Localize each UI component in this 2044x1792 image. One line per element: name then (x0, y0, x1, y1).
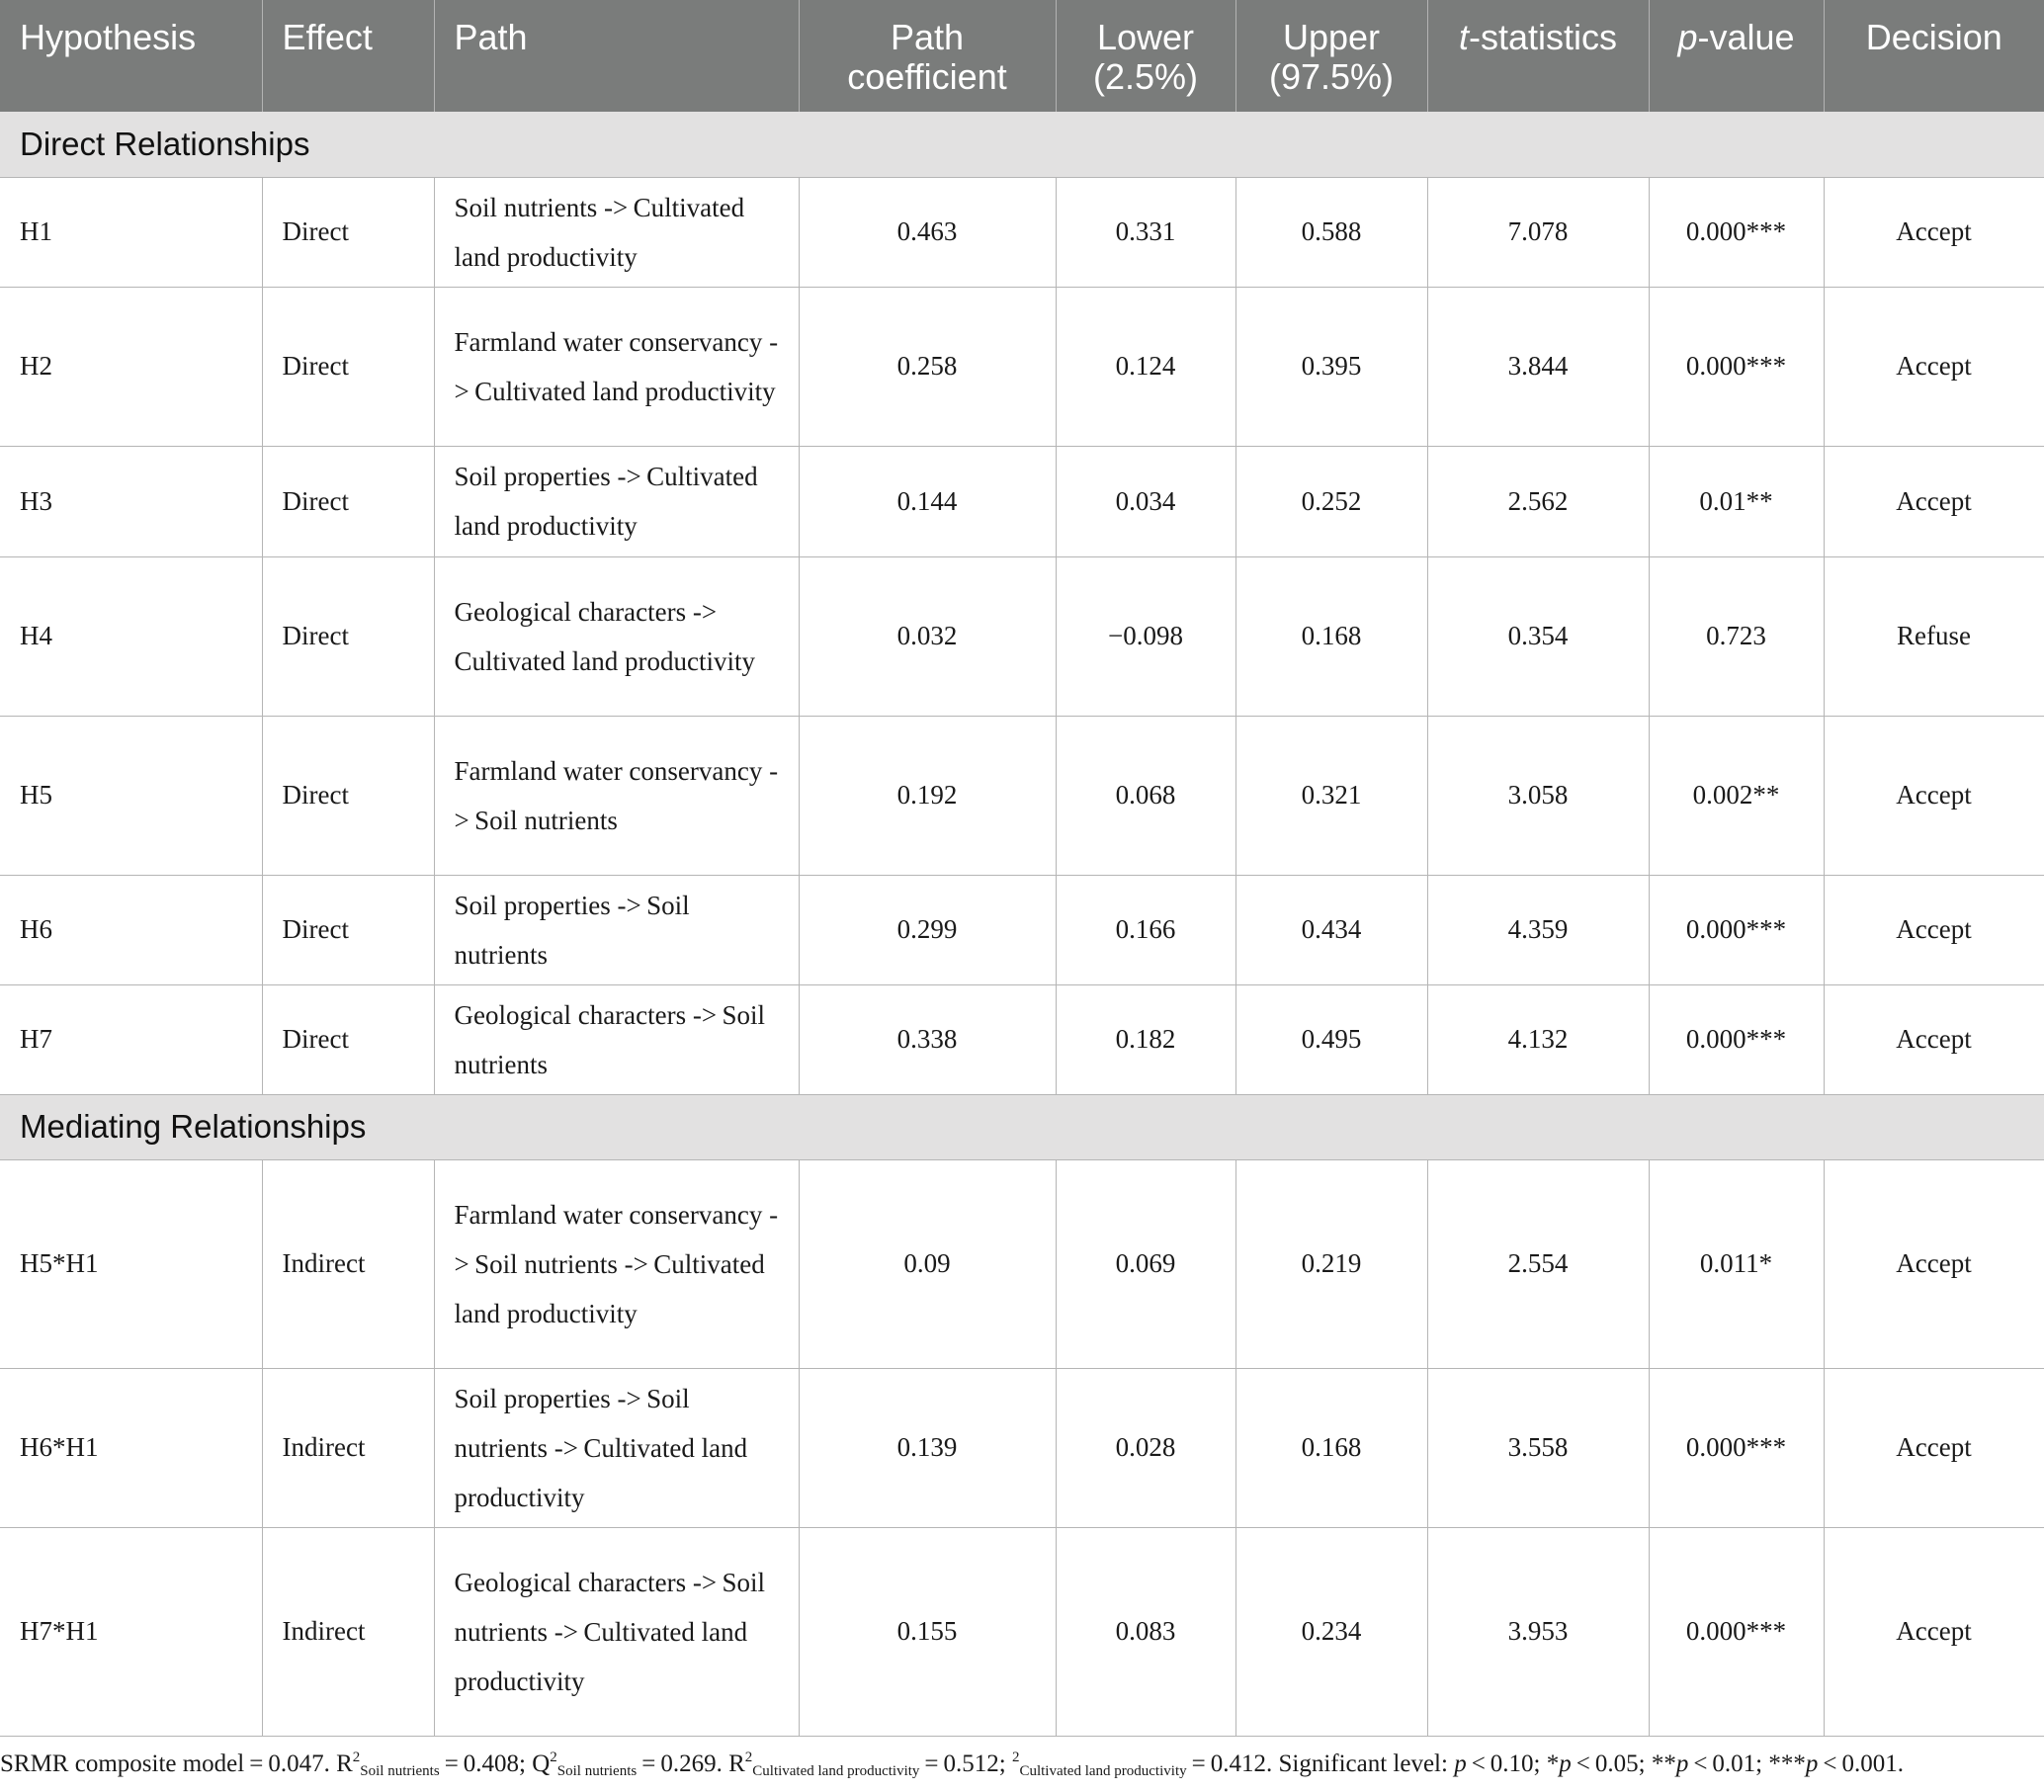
cell-t-statistics: 4.132 (1427, 984, 1649, 1094)
foot-sub-cult-1: Cultivated land productivity (752, 1763, 920, 1779)
cell-effect: Direct (262, 287, 434, 446)
cell-effect: Direct (262, 177, 434, 287)
cell-p-value: 0.000*** (1649, 1368, 1824, 1527)
cell-path: Farmland water conservancy -> Soil nutrients -> Cultivated land productivity (434, 1159, 799, 1368)
header-p-rest: -value (1697, 17, 1795, 57)
cell-upper: 0.434 (1235, 875, 1427, 984)
cell-hypothesis: H6 (0, 875, 262, 984)
section-mediating-label: Mediating Relationships (0, 1094, 2044, 1159)
cell-upper: 0.219 (1235, 1159, 1427, 1368)
cell-coefficient: 0.032 (799, 556, 1056, 716)
cell-decision: Accept (1824, 287, 2044, 446)
cell-p-value: 0.723 (1649, 556, 1824, 716)
cell-path: Soil properties -> Soil nutrients (434, 875, 799, 984)
header-decision: Decision (1824, 0, 2044, 112)
header-effect: Effect (262, 0, 434, 112)
cell-hypothesis: H3 (0, 446, 262, 556)
table-row (0, 287, 2044, 446)
header-upper-line1: Upper (1282, 17, 1381, 57)
cell-effect: Indirect (262, 1159, 434, 1368)
foot-srmr: SRMR composite model = 0.047. R (0, 1750, 353, 1777)
cell-lower: 0.028 (1056, 1368, 1235, 1527)
cell-hypothesis: H5 (0, 716, 262, 875)
foot-p-2: p (1559, 1750, 1572, 1777)
cell-p-value: 0.011* (1649, 1159, 1824, 1368)
cell-p-value: 0.000*** (1649, 177, 1824, 287)
cell-coefficient: 0.155 (799, 1527, 1056, 1736)
cell-p-value: 0.000*** (1649, 1527, 1824, 1736)
cell-coefficient: 0.299 (799, 875, 1056, 984)
header-lower (1056, 0, 1235, 112)
foot-sub-soil-2: Soil nutrients (556, 1763, 638, 1779)
cell-effect: Direct (262, 446, 434, 556)
cell-path: Geological characters -> Soil nutrients (434, 984, 799, 1094)
cell-effect: Direct (262, 556, 434, 716)
header-upper (1235, 0, 1427, 112)
cell-upper: 0.168 (1235, 1368, 1427, 1527)
cell-upper: 0.321 (1235, 716, 1427, 875)
header-path-coefficient-line2: coefficient (847, 56, 1007, 97)
cell-coefficient: 0.258 (799, 287, 1056, 446)
foot-sup-4: 2 (1011, 1749, 1020, 1765)
foot-p-1: p (1454, 1750, 1467, 1777)
cell-p-value: 0.000*** (1649, 287, 1824, 446)
cell-coefficient: 0.144 (799, 446, 1056, 556)
cell-t-statistics: 4.359 (1427, 875, 1649, 984)
cell-p-value: 0.000*** (1649, 984, 1824, 1094)
section-direct-label: Direct Relationships (0, 112, 2044, 177)
cell-decision: Accept (1824, 716, 2044, 875)
foot-sub-cult-2: Cultivated land productivity (1019, 1763, 1187, 1779)
cell-path: Geological characters -> Cultivated land productivity (434, 556, 799, 716)
header-t-statistics (1427, 0, 1649, 112)
foot-p-3: p (1675, 1750, 1689, 1777)
cell-t-statistics: 7.078 (1427, 177, 1649, 287)
cell-coefficient: 0.139 (799, 1368, 1056, 1527)
cell-t-statistics: 0.354 (1427, 556, 1649, 716)
header-row (0, 0, 2044, 112)
cell-decision: Accept (1824, 1527, 2044, 1736)
header-path-coefficient-line1: Path (890, 17, 965, 57)
cell-p-value: 0.000*** (1649, 875, 1824, 984)
cell-lower: 0.083 (1056, 1527, 1235, 1736)
cell-coefficient: 0.463 (799, 177, 1056, 287)
foot-sup-1: 2 (352, 1749, 361, 1765)
cell-coefficient: 0.192 (799, 716, 1056, 875)
cell-path: Geological characters -> Soil nutrients -> Cultivated land productivity (434, 1527, 799, 1736)
cell-lower: 0.124 (1056, 287, 1235, 446)
cell-hypothesis: H7*H1 (0, 1527, 262, 1736)
cell-lower: 0.068 (1056, 716, 1235, 875)
cell-decision: Accept (1824, 875, 2044, 984)
cell-effect: Direct (262, 984, 434, 1094)
foot-sup-3: 2 (744, 1749, 753, 1765)
cell-lower: 0.182 (1056, 984, 1235, 1094)
cell-upper: 0.588 (1235, 177, 1427, 287)
foot-r2-soil: = 0.408; Q (439, 1750, 551, 1777)
cell-lower: 0.069 (1056, 1159, 1235, 1368)
cell-effect: Direct (262, 875, 434, 984)
table-row (0, 177, 2044, 287)
cell-path: Farmland water conservancy -> Cultivated land productivity (434, 287, 799, 446)
cell-decision: Accept (1824, 1159, 2044, 1368)
cell-hypothesis: H6*H1 (0, 1368, 262, 1527)
cell-hypothesis: H5*H1 (0, 1159, 262, 1368)
cell-t-statistics: 3.844 (1427, 287, 1649, 446)
foot-lvl-2: < 0.05; ** (1571, 1750, 1676, 1777)
header-t-rest: -statistics (1469, 17, 1618, 57)
header-upper-line2: (97.5%) (1268, 56, 1395, 97)
table-row (0, 875, 2044, 984)
cell-p-value: 0.002** (1649, 716, 1824, 875)
cell-hypothesis: H2 (0, 287, 262, 446)
cell-path: Soil properties -> Soil nutrients -> Cultivated land productivity (434, 1368, 799, 1527)
header-lower-line2: (2.5%) (1092, 56, 1199, 97)
foot-lvl-3: < 0.01; *** (1688, 1750, 1806, 1777)
foot-q2-soil: = 0.269. R (637, 1750, 745, 1777)
table-footnote (0, 1749, 2044, 1780)
foot-p-4: p (1805, 1750, 1819, 1777)
section-mediating (0, 1094, 2044, 1159)
cell-decision: Accept (1824, 984, 2044, 1094)
cell-lower: 0.331 (1056, 177, 1235, 287)
cell-upper: 0.252 (1235, 446, 1427, 556)
cell-hypothesis: H7 (0, 984, 262, 1094)
cell-effect: Indirect (262, 1527, 434, 1736)
foot-r2-cult: = 0.512; (919, 1750, 1012, 1777)
header-lower-line1: Lower (1096, 17, 1195, 57)
table-row (0, 1159, 2044, 1368)
cell-upper: 0.234 (1235, 1527, 1427, 1736)
header-p-value (1649, 0, 1824, 112)
cell-t-statistics: 3.058 (1427, 716, 1649, 875)
cell-upper: 0.395 (1235, 287, 1427, 446)
section-direct (0, 112, 2044, 177)
cell-decision: Accept (1824, 1368, 2044, 1527)
table-row (0, 716, 2044, 875)
cell-path: Farmland water conservancy -> Soil nutrients (434, 716, 799, 875)
foot-sub-soil-1: Soil nutrients (360, 1763, 440, 1779)
cell-decision: Accept (1824, 446, 2044, 556)
cell-coefficient: 0.338 (799, 984, 1056, 1094)
foot-lvl-1: < 0.10; * (1466, 1750, 1560, 1777)
cell-decision: Accept (1824, 177, 2044, 287)
cell-path: Soil nutrients -> Cultivated land productivity (434, 177, 799, 287)
table-row (0, 446, 2044, 556)
header-path-coefficient (799, 0, 1056, 112)
foot-sup-2: 2 (550, 1749, 557, 1765)
header-p-italic: p (1677, 17, 1698, 57)
cell-t-statistics: 2.562 (1427, 446, 1649, 556)
table-row (0, 984, 2044, 1094)
foot-q2-cult: = 0.412. Significant level: (1186, 1750, 1455, 1777)
cell-hypothesis: H1 (0, 177, 262, 287)
cell-effect: Indirect (262, 1368, 434, 1527)
foot-lvl-4: < 0.001. (1818, 1750, 1904, 1777)
cell-coefficient: 0.09 (799, 1159, 1056, 1368)
header-hypothesis: Hypothesis (0, 0, 262, 112)
cell-decision: Refuse (1824, 556, 2044, 716)
header-path: Path (434, 0, 799, 112)
cell-upper: 0.168 (1235, 556, 1427, 716)
cell-p-value: 0.01** (1649, 446, 1824, 556)
cell-hypothesis: H4 (0, 556, 262, 716)
cell-path: Soil properties -> Cultivated land productivity (434, 446, 799, 556)
cell-t-statistics: 2.554 (1427, 1159, 1649, 1368)
cell-t-statistics: 3.558 (1427, 1368, 1649, 1527)
cell-lower: 0.166 (1056, 875, 1235, 984)
cell-upper: 0.495 (1235, 984, 1427, 1094)
header-t-italic: t (1458, 17, 1469, 57)
cell-lower: 0.034 (1056, 446, 1235, 556)
cell-effect: Direct (262, 716, 434, 875)
cell-t-statistics: 3.953 (1427, 1527, 1649, 1736)
table-row (0, 1368, 2044, 1527)
cell-lower: −0.098 (1056, 556, 1235, 716)
table-row (0, 1527, 2044, 1736)
table-row (0, 556, 2044, 716)
